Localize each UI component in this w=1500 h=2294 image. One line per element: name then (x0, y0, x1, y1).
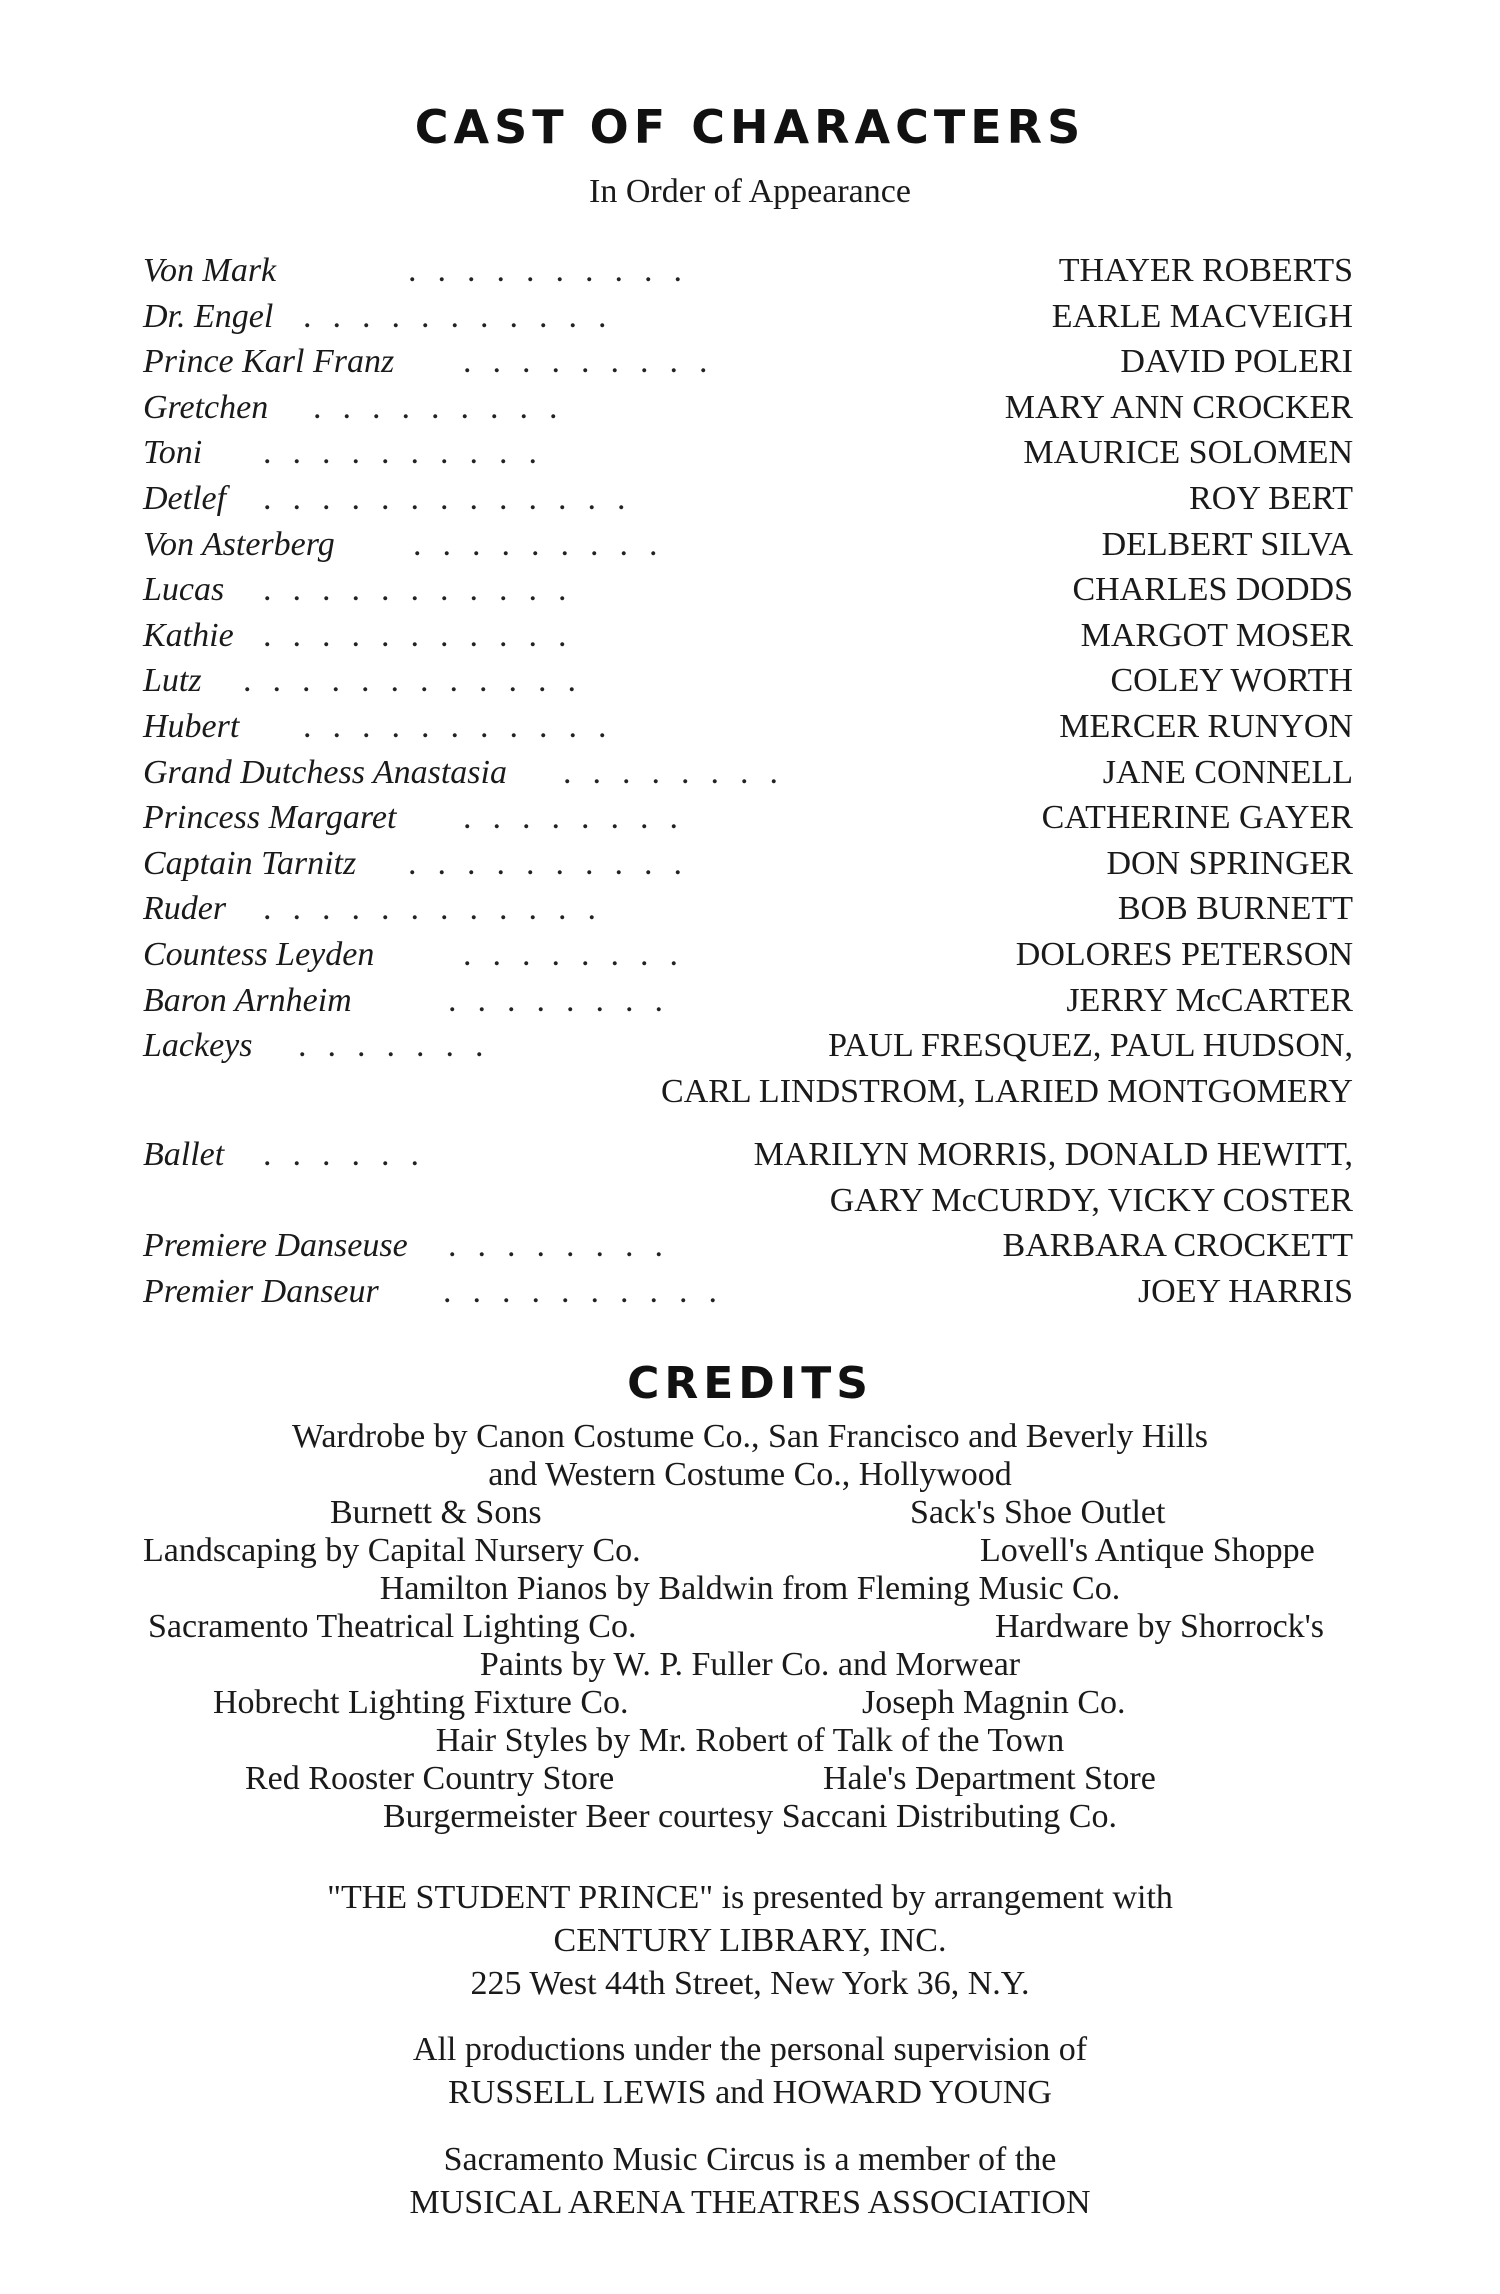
leader-dots: ........ (448, 1227, 684, 1265)
role-name: Ruder (143, 890, 227, 928)
producers-names: RUSSELL LEWIS and HOWARD YOUNG (448, 2074, 1052, 2111)
cast-list (143, 248, 1353, 1314)
cast-subheading: In Order of Appearance (589, 173, 911, 210)
role-name: Countess Leyden (143, 935, 375, 973)
leader-dots: ........ (463, 799, 699, 837)
cast-row (143, 886, 1353, 932)
licensor-address: 225 West 44th Street, New York 36, N.Y. (470, 1965, 1030, 2002)
credit-line: Hamilton Pianos by Baldwin from Fleming Music Co. (379, 1570, 1121, 1607)
association-name: MUSICAL ARENA THEATRES ASSOCIATION (409, 2184, 1091, 2221)
supervision-note: All productions under the personal supervision of (412, 2031, 1088, 2068)
cast-row (143, 1269, 1353, 1315)
membership-note: Sacramento Music Circus is a member of the (443, 2141, 1057, 2178)
credit-line: Sacramento Theatrical Lighting Co. (148, 1608, 637, 1645)
role-name: Toni (143, 434, 203, 472)
leader-dots: ........... (303, 297, 628, 335)
actor-name-continued: CARL LINDSTROM, LARIED MONTGOMERY (661, 1072, 1353, 1110)
leader-dots: .......... (263, 434, 558, 472)
actor-name: JERRY McCARTER (1066, 981, 1353, 1019)
actor-name: DAVID POLERI (1120, 343, 1353, 381)
actor-name: CATHERINE GAYER (1041, 799, 1353, 837)
presentation-note: "THE STUDENT PRINCE" is presented by arrangement with (327, 1879, 1173, 1916)
cast-row (143, 795, 1353, 841)
credit-line: and Western Costume Co., Hollywood (488, 1456, 1012, 1493)
cast-row (143, 704, 1353, 750)
credits-heading: CREDITS (627, 1358, 873, 1409)
role-name: Gretchen (143, 388, 269, 426)
actor-name: MARGOT MOSER (1080, 616, 1353, 654)
leader-dots: ......... (313, 388, 579, 426)
cast-row (143, 1223, 1353, 1269)
actor-name: BARBARA CROCKETT (1002, 1227, 1353, 1265)
leader-dots: .......... (443, 1272, 738, 1310)
role-name: Grand Dutchess Anastasia (143, 753, 507, 791)
role-name: Captain Tarnitz (143, 844, 357, 882)
role-name: Von Asterberg (143, 525, 335, 563)
cast-row (143, 567, 1353, 613)
cast-row (143, 476, 1353, 522)
role-name: Premiere Danseuse (143, 1227, 408, 1265)
leader-dots: ............ (243, 662, 597, 700)
cast-row (143, 522, 1353, 568)
role-name: Kathie (143, 616, 234, 654)
role-name: Dr. Engel (143, 297, 274, 335)
role-name: Hubert (143, 707, 240, 745)
actor-name: EARLE MACVEIGH (1051, 297, 1353, 335)
actor-name: COLEY WORTH (1110, 662, 1353, 700)
leader-dots: ...... (263, 1136, 440, 1174)
role-name: Lutz (143, 662, 202, 700)
role-name: Von Mark (143, 252, 277, 289)
role-name: Lucas (143, 571, 225, 609)
actor-name: MARILYN MORRIS, DONALD HEWITT, (753, 1136, 1353, 1174)
cast-row (143, 658, 1353, 704)
credit-line: Paints by W. P. Fuller Co. and Morwear (479, 1646, 1021, 1683)
cast-row (143, 1023, 1353, 1114)
cast-row (143, 978, 1353, 1024)
role-name: Ballet (143, 1136, 225, 1174)
credit-line: Lovell's Antique Shoppe (980, 1532, 1315, 1569)
credit-line: Burgermeister Beer courtesy Saccani Distributing Co. (383, 1798, 1117, 1835)
role-name: Premier Danseur (143, 1272, 379, 1310)
actor-name: MARY ANN CROCKER (1004, 388, 1353, 426)
credit-line: Joseph Magnin Co. (862, 1684, 1126, 1721)
actor-name: THAYER ROBERTS (1058, 252, 1353, 289)
cast-row (143, 248, 1353, 294)
role-name: Baron Arnheim (143, 981, 352, 1019)
role-name: Princess Margaret (143, 799, 397, 837)
cast-heading: CAST OF CHARACTERS (414, 100, 1086, 154)
cast-row (143, 339, 1353, 385)
cast-row (143, 430, 1353, 476)
leader-dots: ........... (263, 616, 588, 654)
credit-line: Sack's Shoe Outlet (910, 1494, 1166, 1531)
leader-dots: ............ (263, 890, 617, 928)
actor-name: DELBERT SILVA (1101, 525, 1353, 563)
leader-dots: .......... (408, 252, 703, 289)
licensor-name: CENTURY LIBRARY, INC. (553, 1922, 947, 1959)
role-name: Prince Karl Franz (143, 343, 395, 381)
credit-line: Hardware by Shorrock's (995, 1608, 1325, 1645)
credit-line: Hobrecht Lighting Fixture Co. (213, 1684, 629, 1721)
actor-name: DON SPRINGER (1106, 844, 1353, 882)
leader-dots: ......... (463, 343, 729, 381)
actor-name: BOB BURNETT (1117, 890, 1353, 928)
credit-line: Red Rooster Country Store (245, 1760, 615, 1797)
role-name: Lackeys (143, 1027, 253, 1065)
credit-line: Hale's Department Store (823, 1760, 1156, 1797)
cast-row (143, 932, 1353, 978)
cast-row (143, 613, 1353, 659)
leader-dots: ........ (448, 981, 684, 1019)
actor-name: DOLORES PETERSON (1015, 935, 1353, 973)
role-name: Detlef (143, 479, 227, 517)
actor-name: CHARLES DODDS (1072, 571, 1353, 609)
credit-line: Hair Styles by Mr. Robert of Talk of the Town (435, 1722, 1065, 1759)
cast-row (143, 385, 1353, 431)
leader-dots: .......... (408, 844, 703, 882)
cast-row (143, 294, 1353, 340)
leader-dots: ........... (263, 571, 588, 609)
actor-name-continued: GARY McCURDY, VICKY COSTER (829, 1181, 1353, 1219)
actor-name: PAUL FRESQUEZ, PAUL HUDSON, (828, 1027, 1353, 1065)
actor-name: MAURICE SOLOMEN (1023, 434, 1353, 472)
leader-dots: ....... (298, 1027, 505, 1065)
actor-name: JOEY HARRIS (1137, 1272, 1353, 1310)
credit-line: Burnett & Sons (330, 1494, 542, 1531)
actor-name: MERCER RUNYON (1059, 707, 1353, 745)
actor-name: ROY BERT (1189, 479, 1353, 517)
credit-line: Wardrobe by Canon Costume Co., San Francisco and Beverly Hills (291, 1418, 1209, 1455)
actor-name: JANE CONNELL (1102, 753, 1353, 791)
cast-row (143, 750, 1353, 796)
leader-dots: ........ (463, 935, 699, 973)
leader-dots: ......... (413, 525, 679, 563)
cast-row (143, 841, 1353, 887)
leader-dots: ........... (303, 707, 628, 745)
credit-line: Landscaping by Capital Nursery Co. (143, 1532, 641, 1569)
cast-row (143, 1132, 1353, 1223)
leader-dots: ........ (563, 753, 799, 791)
leader-dots: ............. (263, 479, 647, 517)
